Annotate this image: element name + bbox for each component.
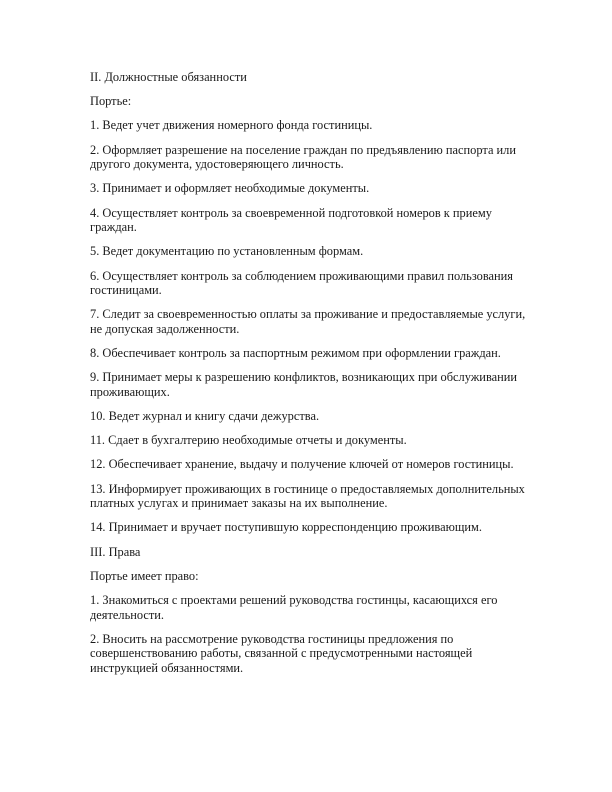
right-item-1: 1. Знакомиться с проектами решений руководства гостинцы, касающихся его деятельности. xyxy=(90,592,498,622)
duty-item-1: 1. Ведет учет движения номерного фонда гостиницы. xyxy=(90,118,373,133)
duty-item-14: 14. Принимает и вручает поступившую корреспонденцию проживающим. xyxy=(90,520,482,535)
section-heading-rights: III. Права xyxy=(90,544,141,559)
duty-item-12: 12. Обеспечивает хранение, выдачу и получение ключей от номеров гостиницы. xyxy=(90,457,514,472)
document-page xyxy=(90,70,530,685)
duty-item-13: 13. Информирует проживающих в гостинице о предоставляемых дополнительных платных услугах и принимает заказы на их выполнение. xyxy=(90,481,525,511)
duty-item-7: 7. Следит за своевременностью оплаты за проживание и предоставляемые услуги, не допуская задолженности. xyxy=(90,307,526,336)
duty-item-6: 6. Осуществляет контроль за соблюдением проживающими правил пользования гостиницами. xyxy=(90,268,513,298)
section-subject-porter-rights: Портье имеет право: xyxy=(90,568,199,583)
section-heading-duties: II. Должностные обязанности xyxy=(90,70,247,84)
duty-item-4: 4. Осуществляет контроль за своевременной подготовкой номеров к приему граждан. xyxy=(90,205,492,235)
duty-item-11: 11. Сдает в бухгалтерию необходимые отчеты и документы. xyxy=(90,433,407,448)
duty-item-5: 5. Ведет документацию по установленным формам. xyxy=(90,244,364,259)
duty-item-9: 9. Принимает меры к разрешению конфликтов, возникающих при обслуживании проживающих. xyxy=(90,370,518,399)
right-item-2: 2. Вносить на рассмотрение руководства гостиницы предложения по совершенствованию работы, связанной с предусмотренными настоящей инструкцией обязанностями. xyxy=(90,631,473,675)
duty-item-10: 10. Ведет журнал и книгу сдачи дежурства. xyxy=(90,409,320,424)
section-subject-porter: Портье: xyxy=(90,94,132,109)
duty-item-2: 2. Оформляет разрешение на поселение граждан по предъявлению паспорта или другого документа, удостоверяющего личность. xyxy=(90,142,516,172)
duty-item-3: 3. Принимает и оформляет необходимые документы. xyxy=(90,181,370,196)
duty-item-8: 8. Обеспечивает контроль за паспортным режимом при оформлении граждан. xyxy=(90,346,501,361)
